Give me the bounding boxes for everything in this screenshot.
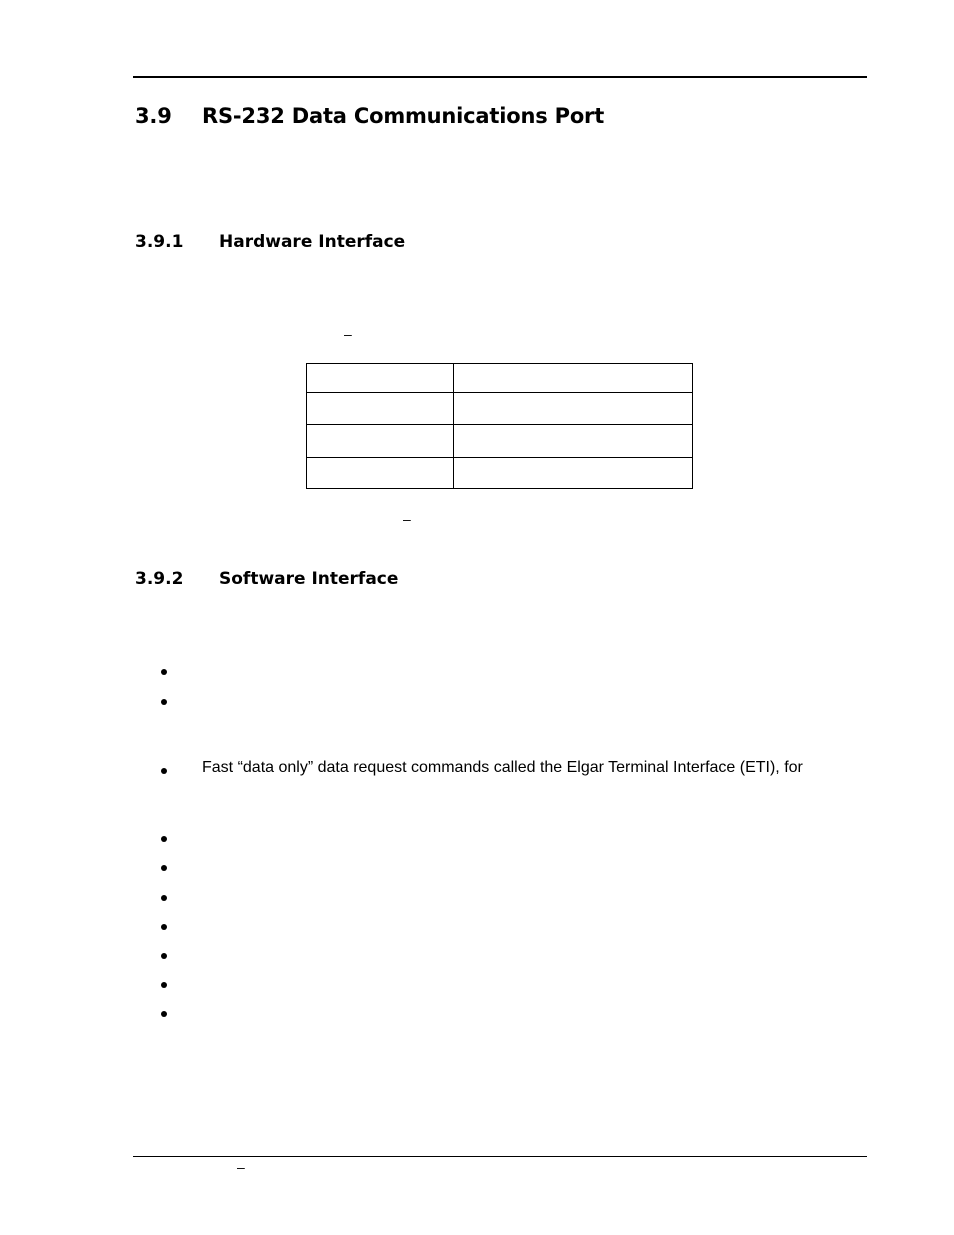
bullet-dot bbox=[161, 953, 167, 959]
section-title: RS-232 Data Communications Port bbox=[202, 104, 605, 128]
table-row bbox=[307, 425, 693, 458]
section-heading bbox=[135, 104, 604, 128]
bullet-text: Fast “data only” data request commands called the Elgar Terminal Interface (ETI), for bbox=[202, 759, 803, 776]
table-cell bbox=[454, 364, 693, 393]
bullet-dot bbox=[161, 924, 167, 930]
bullet-dot bbox=[161, 768, 167, 774]
bullet-dot bbox=[161, 699, 167, 705]
pinout-table bbox=[306, 363, 693, 489]
table-cell bbox=[307, 393, 454, 425]
table-cell bbox=[307, 364, 454, 393]
hardware-number: 3.9.1 bbox=[135, 232, 184, 252]
hardware-heading bbox=[135, 232, 405, 252]
table-row bbox=[307, 393, 693, 425]
software-heading bbox=[135, 569, 398, 589]
bullet-dot bbox=[161, 895, 167, 901]
footer-dash: – bbox=[237, 1159, 245, 1175]
bullet-dot bbox=[161, 1011, 167, 1017]
table-cell bbox=[307, 425, 454, 458]
table-title-dash: – bbox=[344, 326, 352, 342]
footer-rule bbox=[133, 1156, 867, 1157]
section-number: 3.9 bbox=[135, 104, 172, 128]
table-cell bbox=[454, 425, 693, 458]
table-caption-dash: – bbox=[403, 511, 411, 527]
table-row bbox=[307, 458, 693, 489]
hardware-title: Hardware Interface bbox=[219, 232, 406, 252]
bullet-dot bbox=[161, 982, 167, 988]
table-cell bbox=[454, 458, 693, 489]
bullet-dot bbox=[161, 669, 167, 675]
bullet-dot bbox=[161, 836, 167, 842]
software-number: 3.9.2 bbox=[135, 569, 184, 589]
table-row bbox=[307, 364, 693, 393]
bullet-dot bbox=[161, 865, 167, 871]
table-cell bbox=[307, 458, 454, 489]
software-title: Software Interface bbox=[219, 569, 399, 589]
table-cell bbox=[454, 393, 693, 425]
header-rule bbox=[133, 76, 867, 78]
